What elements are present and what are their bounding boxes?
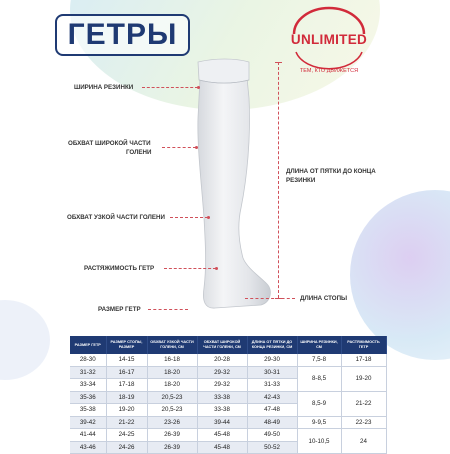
header-calf-narrow: ОБХВАТ УЗКОЙ ЧАСТИ ГОЛЕНИ, СМ	[147, 336, 197, 354]
cell-heel-to-band: 42-43	[247, 391, 297, 404]
brand-name: UNLIMITED	[290, 32, 368, 47]
cell-stretch: 17-18	[341, 354, 386, 366]
label-band-width: ШИРИНА РЕЗИНКИ	[74, 84, 134, 91]
cell-calf-wide: 33-38	[197, 391, 247, 404]
background-gradient-left	[0, 300, 50, 380]
cell-calf-wide: 39-44	[197, 416, 247, 429]
table-row	[70, 429, 386, 442]
label-calf-wide	[68, 140, 151, 148]
background-gradient-right	[350, 190, 450, 360]
table-row	[70, 354, 386, 366]
marker-band-width	[197, 86, 200, 89]
cell-band-width: 8-8,5	[297, 366, 341, 391]
cell-size: 31-32	[70, 366, 106, 379]
cell-size: 35-38	[70, 404, 106, 417]
cell-heel-to-band: 49-50	[247, 429, 297, 442]
cell-size: 28-30	[70, 354, 106, 366]
header-size: РАЗМЕР ГЕТР	[70, 336, 106, 354]
cell-calf-wide: 33-38	[197, 404, 247, 417]
cell-calf-narrow: 26-39	[147, 429, 197, 442]
size-table	[70, 336, 387, 454]
sock-illustration	[185, 58, 275, 316]
marker-calf-narrow	[207, 216, 210, 219]
cell-foot-size: 24-25	[106, 429, 147, 442]
cell-foot-size: 24-26	[106, 441, 147, 454]
header-heel-to-band: ДЛИНА ОТ ПЯТКИ ДО КОНЦА РЕЗИНКИ, СМ	[247, 336, 297, 354]
page-title: ГЕТРЫ	[55, 14, 190, 56]
leader-calf-narrow	[170, 217, 208, 218]
label-stretch: РАСТЯЖИМОСТЬ ГЕТР	[84, 265, 155, 272]
marker-calf-wide	[195, 146, 198, 149]
cell-heel-to-band: 50-52	[247, 441, 297, 454]
brand-logo	[286, 6, 372, 74]
cell-calf-wide: 45-48	[197, 429, 247, 442]
table-header-row	[70, 336, 386, 354]
table-row	[70, 366, 386, 379]
cell-calf-wide: 45-48	[197, 441, 247, 454]
header-foot-size: РАЗМЕР СТОПЫ, РАЗМЕР	[106, 336, 147, 354]
cell-foot-size: 19-20	[106, 404, 147, 417]
cell-stretch: 21-22	[341, 391, 386, 416]
cell-calf-narrow: 18-20	[147, 366, 197, 379]
label-foot-length: ДЛИНА СТОПЫ	[300, 295, 348, 302]
cell-foot-size: 14-15	[106, 354, 147, 366]
label-heel-to-band-line2: РЕЗИНКИ	[286, 177, 316, 184]
table-row	[70, 416, 386, 429]
cell-calf-narrow: 16-18	[147, 354, 197, 366]
cell-size: 41-44	[70, 429, 106, 442]
cell-band-width: 10-10,5	[297, 429, 341, 454]
cell-size: 39-42	[70, 416, 106, 429]
cell-size: 43-46	[70, 441, 106, 454]
cell-stretch: 22-23	[341, 416, 386, 429]
cell-band-width: 8,5-9	[297, 391, 341, 416]
cell-foot-size: 17-18	[106, 379, 147, 392]
cell-band-width: 7,5-8	[297, 354, 341, 366]
cell-heel-to-band: 48-49	[247, 416, 297, 429]
table-row	[70, 391, 386, 404]
cell-size: 33-34	[70, 379, 106, 392]
label-calf-wide-line1: ОБХВАТ ШИРОКОЙ ЧАСТИ	[68, 140, 151, 147]
leader-stretch	[164, 268, 216, 269]
cell-heel-to-band: 30-31	[247, 366, 297, 379]
header-calf-wide: ОБХВАТ ШИРОКОЙ ЧАСТИ ГОЛЕНИ, СМ	[197, 336, 247, 354]
cell-calf-wide: 29-32	[197, 366, 247, 379]
cell-stretch: 19-20	[341, 366, 386, 391]
cell-calf-wide: 29-32	[197, 379, 247, 392]
cell-heel-to-band: 31-33	[247, 379, 297, 392]
cell-calf-wide: 20-28	[197, 354, 247, 366]
label-calf-narrow: ОБХВАТ УЗКОЙ ЧАСТИ ГОЛЕНИ	[67, 214, 165, 221]
leader-calf-wide	[162, 147, 196, 148]
marker-stretch	[215, 267, 218, 270]
leader-foot-length	[245, 298, 295, 299]
length-top-tick	[275, 62, 282, 63]
leader-band-width	[142, 87, 198, 88]
cell-band-width: 9-9,5	[297, 416, 341, 429]
brand-tagline: ТЕМ, КТО ДВИЖЕТСЯ	[299, 68, 359, 74]
cell-foot-size: 16-17	[106, 366, 147, 379]
cell-heel-to-band: 47-48	[247, 404, 297, 417]
cell-calf-narrow: 23-26	[147, 416, 197, 429]
cell-foot-size: 18-19	[106, 391, 147, 404]
length-dimension-line	[278, 62, 279, 298]
cell-heel-to-band: 29-30	[247, 354, 297, 366]
leader-size	[148, 309, 188, 310]
cell-calf-narrow: 20,5-23	[147, 391, 197, 404]
cell-foot-size: 21-22	[106, 416, 147, 429]
cell-calf-narrow: 26-39	[147, 441, 197, 454]
cell-calf-narrow: 18-20	[147, 379, 197, 392]
label-calf-wide-line2: ГОЛЕНИ	[126, 149, 152, 156]
label-size: РАЗМЕР ГЕТР	[98, 306, 141, 313]
cell-stretch: 24	[341, 429, 386, 454]
cell-calf-narrow: 20,5-23	[147, 404, 197, 417]
header-stretch: РАСТЯЖИМОСТЬ ГЕТР	[341, 336, 386, 354]
label-heel-to-band: ДЛИНА ОТ ПЯТКИ ДО КОНЦА	[286, 168, 376, 175]
header-band-width: ШИРИНА РЕЗИНКИ, СМ	[297, 336, 341, 354]
cell-size: 35-36	[70, 391, 106, 404]
